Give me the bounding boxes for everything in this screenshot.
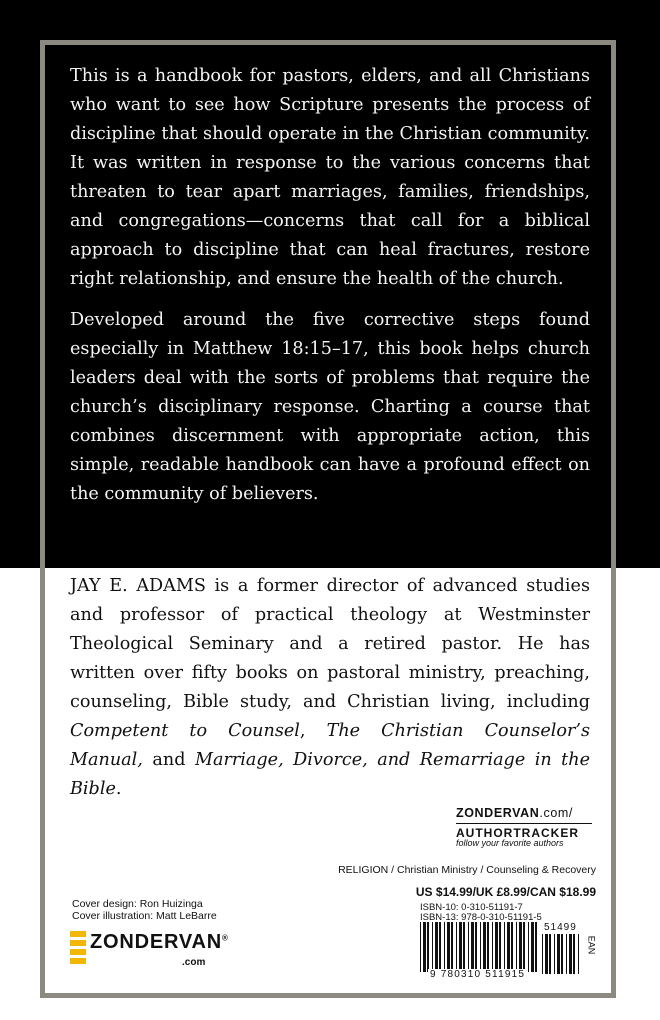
zondervan-logo-mark	[70, 929, 88, 965]
price-addon-barcode-bars	[542, 934, 582, 974]
book-title-3: Marriage, Divorce, and Remarriage in the Bible	[70, 750, 590, 799]
cover-illustration-credit: Cover illustration: Matt LeBarre	[72, 910, 217, 922]
ean-barcode-bars	[420, 922, 538, 972]
cover-credits	[72, 898, 217, 922]
cover-design-credit: Cover design: Ron Huizinga	[72, 898, 203, 910]
back-cover-blurb	[70, 62, 590, 521]
authortracker-tagline: follow your favorite authors	[456, 838, 564, 848]
subject-category: RELIGION / Christian Ministry / Counseling & Recovery	[338, 864, 596, 876]
zondervan-authortracker-block	[456, 806, 592, 848]
author-bio	[70, 572, 590, 804]
zondervan-wordmark	[90, 931, 229, 954]
zondervan-web-brand: ZONDERVAN	[456, 806, 540, 820]
bio-separator-1: ,	[299, 721, 327, 741]
zondervan-com-line	[456, 806, 592, 820]
zondervan-web-domain: .com/	[539, 806, 573, 820]
isbn-13: ISBN-13: 978-0-310-51191-5	[420, 911, 542, 923]
bio-end: .	[115, 779, 122, 799]
zondervan-com-label: .com	[182, 957, 206, 968]
logo-word-text: ZONDERVAN	[90, 931, 223, 953]
blurb-paragraph-1: This is a handbook for pastors, elders, and all Christians who want to see how Scripture presents the process of discipline that should operate in the Christian community. It was written in response to the various concerns that threaten to tear apart marriages, families, friendships, and congregations—concerns that call for a biblical approach to discipline that can heal fractures, restore right relationship, and ensure the health of the church.	[70, 66, 590, 289]
bio-separator-2: and	[142, 750, 195, 770]
book-title-2: The Christian Counselor’s Manual,	[70, 721, 590, 770]
logo-registered-mark: ®	[222, 933, 229, 943]
bio-text: JAY E. ADAMS is a former director of advanced studies and professor of practical theology at Westminster Theological Seminary and a retired pastor. He has written over fifty books on pastoral ministry, preaching, counseling, Bible study, and Christian living, including	[70, 576, 590, 712]
authortracker-label: AUTHORTRACKER	[456, 823, 592, 840]
book-title-1: Competent to Counsel	[70, 721, 300, 741]
price-line: US $14.99/UK £8.99/CAN $18.99	[415, 885, 596, 899]
isbn-block	[420, 903, 542, 922]
author-bio-paragraph	[70, 572, 590, 804]
zondervan-logo	[70, 929, 240, 977]
blurb-paragraph-2: Developed around the five corrective steps found especially in Matthew 18:15–17, this book helps church leaders deal with the sorts of problems that require the church’s disciplinary response. Charting a course that combines discernment with appropriate action, this simple, readable handbook can have a profound effect on the community of believers.	[70, 310, 590, 504]
isbn-10: ISBN-10: 0-310-51191-7	[420, 902, 523, 913]
ean-label: EAN	[586, 935, 597, 955]
barcode-price-code: 51499	[544, 922, 577, 933]
barcode	[420, 922, 580, 982]
barcode-digits: 9 780310 511915	[430, 969, 526, 980]
